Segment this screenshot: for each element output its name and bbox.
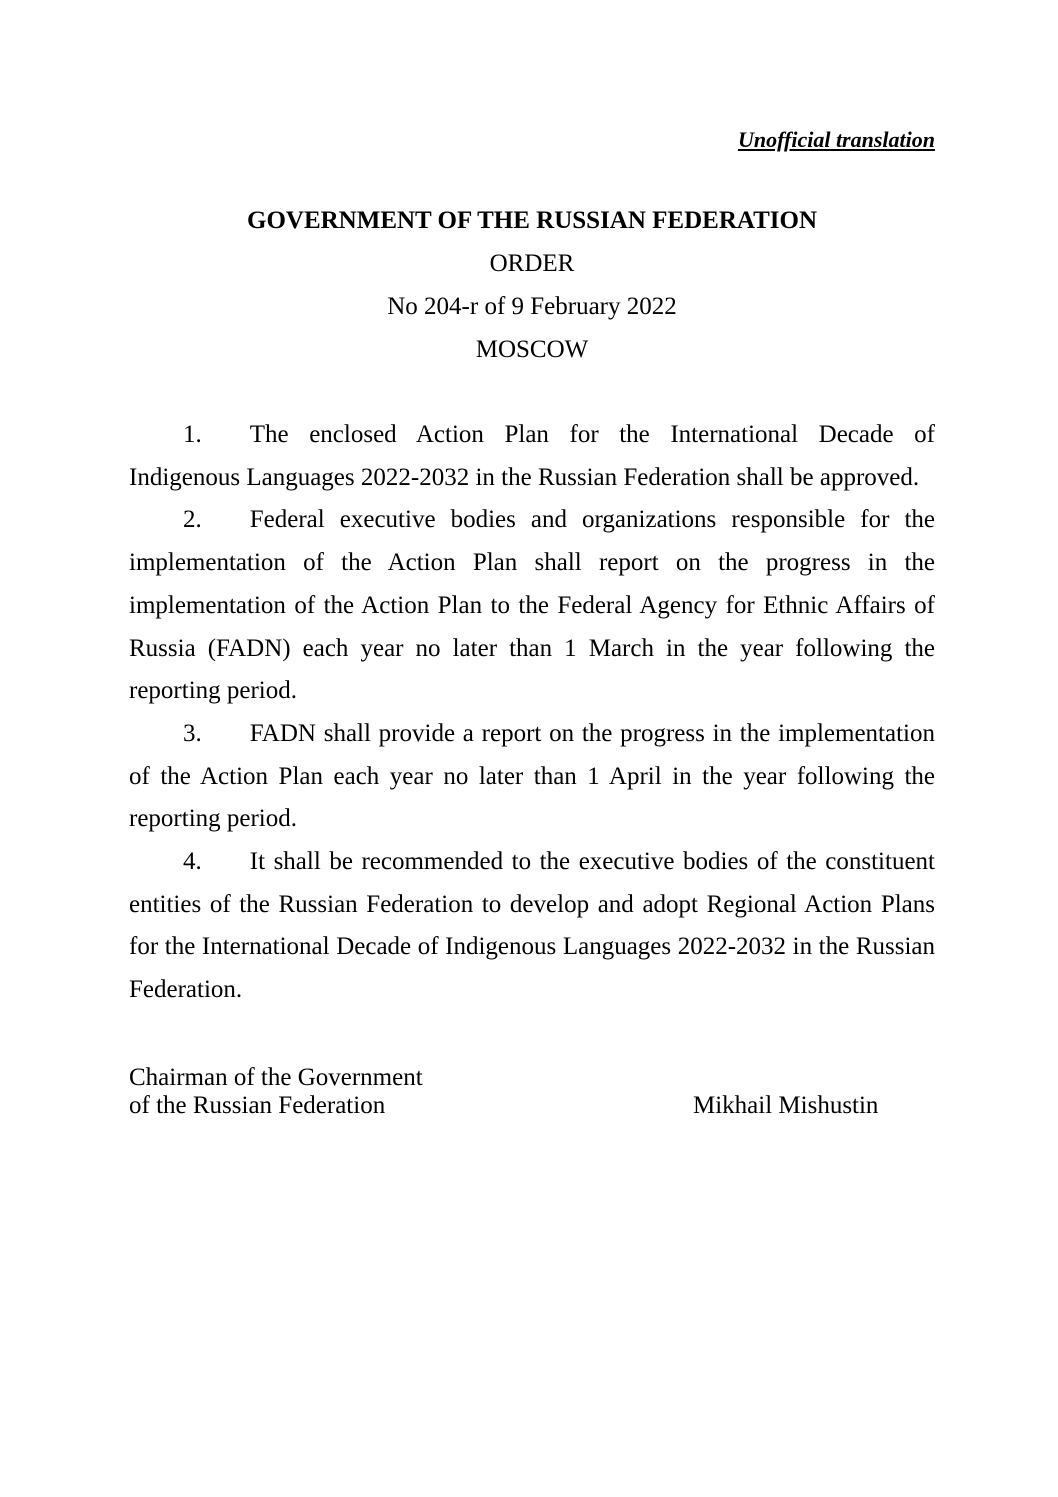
paragraph-3-text: FADN shall provide a report on the progress in the implementation of the Action Plan each year no later than 1 April in the year following the reporting period. bbox=[129, 719, 935, 833]
paragraph-1-text: The enclosed Action Plan for the International Decade of Indigenous Languages 2022-2032 in the Russian Federation shall be approved. bbox=[129, 421, 935, 491]
document-body bbox=[129, 414, 935, 1012]
paragraph-1-number: 1. bbox=[183, 421, 202, 448]
paragraph-4 bbox=[129, 841, 935, 1012]
signatory-title-line2: of the Russian Federation bbox=[129, 1092, 386, 1120]
translation-note: Unofficial translation bbox=[737, 127, 935, 152]
signatory-title-line1: Chairman of the Government bbox=[129, 1063, 423, 1091]
paragraph-4-text: It shall be recommended to the executive bodies of the constituent entities of the Russian Federation to develop and adopt Regional Action Plans for the International Decade of Indigenous Languages 2022-2032 in the Russian Federation. bbox=[129, 848, 935, 1004]
signature-block bbox=[129, 1064, 935, 1121]
paragraph-3-number: 3. bbox=[183, 719, 202, 747]
paragraph-3 bbox=[129, 713, 935, 841]
paragraph-4-number: 4. bbox=[183, 848, 202, 876]
paragraph-2-text: Federal executive bodies and organizations responsible for the implementation of the Action Plan shall report on the progress in the implementation of the Action Plan to the Federal Agency for Ethnic Affairs of Russia (FADN) each year no later than 1 March in the year following the reporting period. bbox=[129, 506, 935, 705]
document-type: ORDER bbox=[489, 250, 575, 277]
document-place: MOSCOW bbox=[475, 336, 589, 363]
document-header bbox=[129, 199, 935, 371]
paragraph-1 bbox=[129, 414, 935, 499]
paragraph-2 bbox=[129, 499, 935, 713]
paragraph-2-number: 2. bbox=[183, 506, 202, 534]
order-number-line: No 204-r of 9 February 2022 bbox=[387, 293, 677, 320]
document-title: GOVERNMENT OF THE RUSSIAN FEDERATION bbox=[247, 207, 817, 234]
signature-row bbox=[129, 1092, 935, 1121]
signatory-name: Mikhail Mishustin bbox=[693, 1092, 879, 1120]
